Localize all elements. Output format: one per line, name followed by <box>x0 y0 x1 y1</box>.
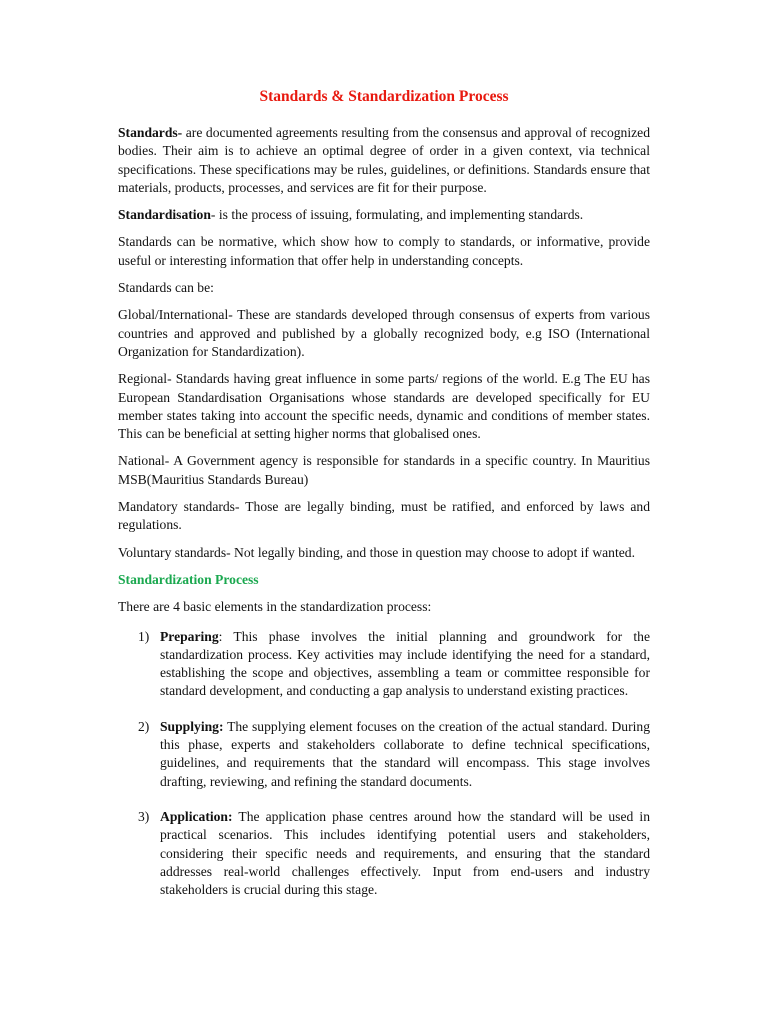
step-text: : This phase involves the initial planning and groundwork for the standardization process. Key activities may include identifying the need for a standard, establishing the scope and objectives, assembling a team or committee responsible for standard development, and conducting a gap analysis to understand existing practices. <box>160 628 650 699</box>
regional-paragraph: Regional- Standards having great influence in some parts/ regions of the world. E.g The EU has European Standardisation Organisations whose standards are developed specifically for EU member states taking into account the specific needs, dynamic and conditions of member states. This can be beneficial at setting higher norms that globalised ones. <box>118 371 650 442</box>
voluntary-paragraph: Voluntary standards- Not legally binding, and those in question may choose to adopt if wanted. <box>118 544 635 560</box>
step-text: The application phase centres around how the standard will be used in practical scenarios. This includes identifying potential users and stakeholders, considering their specific needs and requirements, and ensuring that the standard addresses real-world challenges effectively. Input from end-users and industry stakeholders is crucial during this stage. <box>160 808 650 898</box>
step-number: 3) <box>138 808 150 824</box>
standardisation-term: Standardisation <box>118 207 211 223</box>
standards-term: Standards- <box>118 125 183 140</box>
list-item <box>118 628 650 701</box>
step-text: The supplying element focuses on the creation of the actual standard. During this phase, experts and stakeholders collaborate to define technical specifications, guidelines, and requirements that the standard will encompass. This stage involves drafting, reviewing, and refining the standard documents. <box>160 718 650 789</box>
list-item <box>118 718 650 791</box>
mandatory-paragraph: Mandatory standards- Those are legally binding, must be ratified, and enforced by laws and regulations. <box>118 499 650 533</box>
can-be-paragraph: Standards can be: <box>118 280 214 296</box>
standards-body: are documented agreements resulting from the consensus and approval of recognized bodies. Their aim is to achieve an optimal degree of order in a given context, via technical specifications. These specifications may be rules, guidelines, or definitions. Standards ensure that materials, products, processes, and services are fit for their purpose. <box>118 125 650 195</box>
step-term: Supplying: <box>160 718 224 734</box>
national-paragraph: National- A Government agency is responsible for standards in a specific country. In Mauritius MSB(Mauritius Standards Bureau) <box>118 453 650 487</box>
normative-paragraph: Standards can be normative, which show how to comply to standards, or informative, provide useful or interesting information that offer help in understanding concepts. <box>118 234 650 268</box>
standardisation-definition <box>118 206 650 224</box>
standards-definition <box>118 124 650 197</box>
process-steps-list <box>118 628 650 900</box>
step-term: Application: <box>160 808 233 824</box>
global-paragraph: Global/International- These are standards developed through consensus of experts from various countries and approved and published by a globally recognized body, e.g ISO (International Organization for Standardization). <box>118 307 650 359</box>
page-title: Standards & Standardization Process <box>259 88 509 105</box>
list-item <box>118 808 650 899</box>
process-heading: Standardization Process <box>118 571 259 587</box>
step-term: Preparing <box>160 628 219 644</box>
step-number: 2) <box>138 718 150 734</box>
process-intro: There are 4 basic elements in the standardization process: <box>118 599 432 615</box>
step-number: 1) <box>138 628 150 644</box>
standardisation-body: - is the process of issuing, formulating, and implementing standards. <box>210 207 584 223</box>
